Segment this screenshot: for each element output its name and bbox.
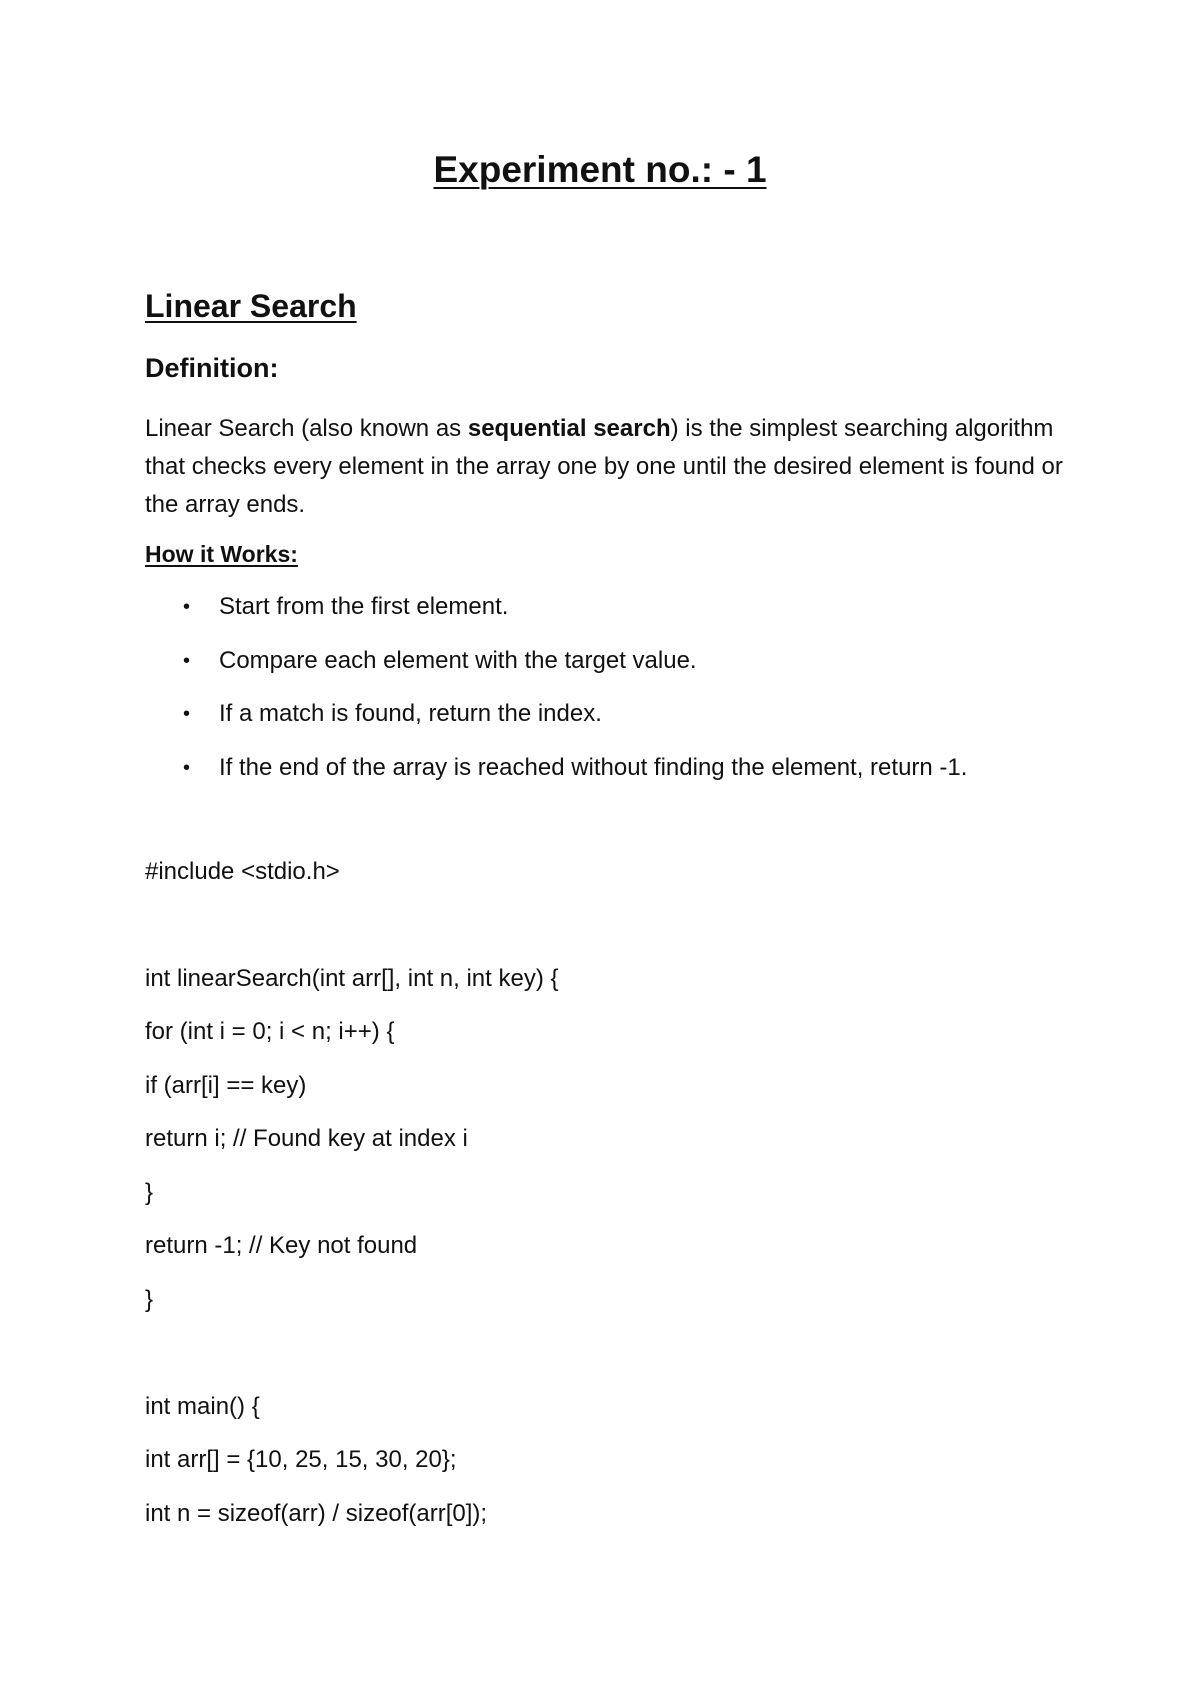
page-title: Experiment no.: - 1 <box>433 149 767 190</box>
code-line: if (arr[i] == key) <box>145 1072 307 1099</box>
section-heading: Linear Search <box>145 288 357 324</box>
step-text: If a match is found, return the index. <box>219 700 602 727</box>
steps-list <box>145 592 967 806</box>
step-text: Compare each element with the target value. <box>219 646 697 674</box>
step-text: Start from the first element. <box>219 593 509 620</box>
code-line: int n = sizeof(arr) / sizeof(arr[0]); <box>145 1500 488 1527</box>
step-text: If the end of the array is reached without finding the element, return -1. <box>219 753 968 781</box>
code-line: int arr[] = {10, 25, 15, 30, 20}; <box>145 1446 457 1473</box>
definition-text-after: ) is the simplest searching algorithm that checks every element in the array one by one until the desired element is found or the array ends. <box>145 415 1063 518</box>
code-line: return i; // Found key at index i <box>145 1125 468 1152</box>
bullet-icon: • <box>183 703 191 725</box>
definition-paragraph <box>145 410 1065 524</box>
how-it-works-label: How it Works: <box>145 541 298 567</box>
code-line: return -1; // Key not found <box>145 1232 418 1259</box>
bullet-icon: • <box>183 596 191 618</box>
code-line: #include <stdio.h> <box>145 858 340 885</box>
list-item <box>145 753 967 807</box>
definition-text-before: Linear Search (also known as <box>145 415 468 442</box>
list-item <box>145 699 967 753</box>
list-item <box>145 646 967 700</box>
code-line: int linearSearch(int arr[], int n, int key) { <box>145 965 559 992</box>
code-line: for (int i = 0; i < n; i++) { <box>145 1018 395 1045</box>
bullet-icon: • <box>183 649 191 672</box>
bullet-icon: • <box>183 756 191 779</box>
definition-bold-term: sequential search <box>467 415 671 442</box>
code-line: } <box>145 1179 154 1206</box>
code-line: int main() { <box>145 1393 260 1420</box>
definition-label: Definition: <box>145 353 279 383</box>
code-line: } <box>145 1286 154 1313</box>
list-item <box>145 592 967 646</box>
